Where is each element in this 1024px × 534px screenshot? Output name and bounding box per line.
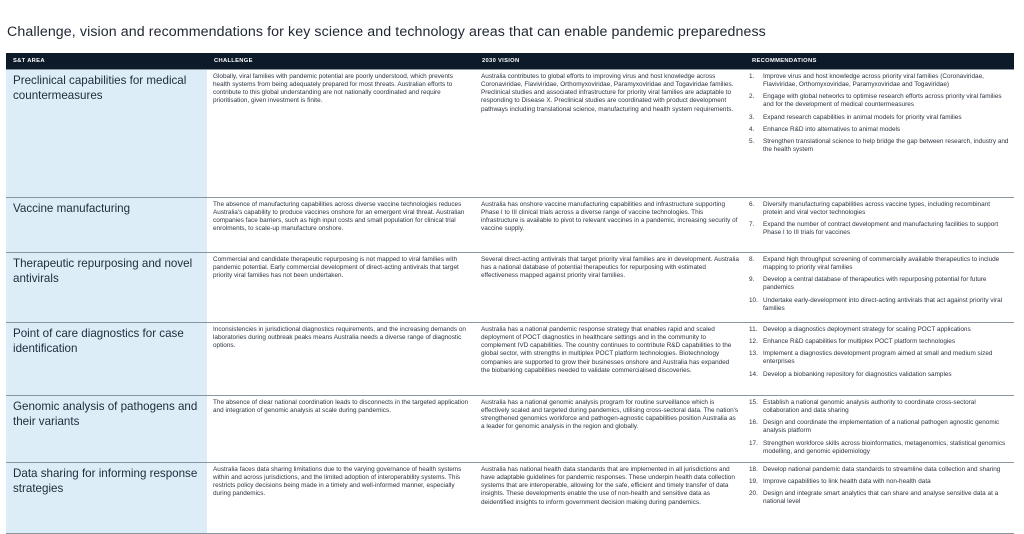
recommendation-text: Enhance R&D capabilities for multiplex POCT platform technologies bbox=[763, 338, 956, 346]
recommendation-item bbox=[749, 466, 1010, 474]
recommendation-number: 8. bbox=[749, 256, 755, 263]
recommendation-text: Expand the number of contract development and manufacturing facilities to support Phase I to III trials for vaccines bbox=[763, 221, 999, 237]
recommendations-table bbox=[6, 53, 1014, 534]
table-row bbox=[6, 463, 1014, 534]
recommendation-number: 14. bbox=[749, 370, 758, 378]
recommendation-number: 9. bbox=[749, 276, 755, 284]
recommendation-item bbox=[749, 419, 1010, 435]
recommendation-number: 1. bbox=[749, 73, 755, 80]
recommendation-number: 17. bbox=[749, 439, 758, 447]
vision-cell: Australia has national health data standards that are implemented in all jurisdictions and have adaptable guidelines for pandemic responses. These underpin health data collection systems that are interoperable, allowing for the safe, efficient and timely transfer of data insights. These developments enable the use of non-health and sensitive data as deidentified insights to inform government decision making during pandemics. bbox=[475, 463, 745, 534]
recommendation-number: 3. bbox=[749, 113, 755, 121]
table-header-row bbox=[6, 53, 1014, 70]
recommendations-list bbox=[749, 256, 1010, 313]
recommendations-list bbox=[749, 399, 1010, 456]
recommendation-number: 15. bbox=[749, 399, 758, 406]
recommendation-text: Expand high throughput screening of commercially available therapeutics to include mapping to priority viral families bbox=[763, 256, 1000, 272]
recommendations-list bbox=[749, 466, 1010, 507]
header-st-area: S&T AREA bbox=[6, 53, 207, 70]
vision-cell: Australia has onshore vaccine manufacturing capabilities and infrastructure supporting Phase I to III clinical trials across a diverse range of vaccine technologies. This infrastructure is available to pivot to relevant vaccines in a pandemic, increasing security of vaccine supply. bbox=[475, 198, 745, 253]
recommendation-text: Design and integrate smart analytics that can share and analyse sensitive data at a national level bbox=[763, 490, 999, 506]
recommendation-text: Develop national pandemic data standards to streamline data collection and sharing bbox=[763, 466, 1001, 473]
recommendation-text: Establish a national genomic analysis authority to coordinate cross-sectoral collaboration and data sharing bbox=[763, 399, 976, 415]
table-row bbox=[6, 198, 1014, 253]
recommendations-list bbox=[749, 201, 1010, 238]
header-recommendations: RECOMMENDATIONS bbox=[745, 53, 1014, 70]
recommendation-number: 5. bbox=[749, 137, 755, 145]
vision-cell: Australia has a national genomic analysis program for routine surveillance which is effectively scaled and targeted during pandemics, utilising cross-sectoral data. The nation's strengthened genomics workforce and pathogen-agnostic capabilities position Australia as a leader for genomic analysis in the region and globally. bbox=[475, 396, 745, 463]
st-area-cell: Genomic analysis of pathogens and their variants bbox=[6, 396, 207, 463]
st-area-cell: Point of care diagnostics for case identification bbox=[6, 323, 207, 396]
recommendation-number: 10. bbox=[749, 296, 758, 304]
recommendation-item bbox=[749, 478, 1010, 486]
recommendations-cell bbox=[745, 323, 1014, 396]
recommendation-text: Design and coordinate the implementation of a national pathogen agnostic genomic analysis platform bbox=[763, 419, 1000, 435]
recommendations-cell bbox=[745, 463, 1014, 534]
recommendation-text: Develop a diagnostics deployment strategy for scaling POCT applications bbox=[763, 326, 971, 333]
recommendation-text: Strengthen workforce skills across bioinformatics, metagenomics, statistical genomics modelling, and genomic epidemiology bbox=[763, 439, 1006, 455]
recommendation-item bbox=[749, 221, 1010, 237]
recommendation-number: 19. bbox=[749, 478, 758, 486]
recommendation-number: 7. bbox=[749, 221, 755, 229]
recommendation-text: Diversify manufacturing capabilities across vaccine types, including recombinant protein and viral vector technologies bbox=[763, 201, 990, 217]
recommendation-item bbox=[749, 114, 1010, 122]
recommendation-text: Improve capabilities to link health data with non-health data bbox=[763, 478, 931, 486]
recommendation-number: 11. bbox=[749, 326, 758, 333]
recommendation-number: 4. bbox=[749, 125, 755, 133]
recommendation-item bbox=[749, 93, 1010, 109]
recommendation-text: Implement a diagnostics development program aimed at small and medium sized enterprises bbox=[763, 350, 993, 366]
st-area-cell: Data sharing for informing response strategies bbox=[6, 463, 207, 534]
page-title: Challenge, vision and recommendations for key science and technology areas that can enable pandemic preparedness bbox=[7, 24, 766, 40]
recommendations-cell bbox=[745, 253, 1014, 323]
challenge-cell: Globally, viral families with pandemic potential are poorly understood, which prevents health systems from being adequately prepared for most threats. Australian efforts to contribute to this global understanding are not nationally coordinated and require prioritisation, given investment is finite. bbox=[207, 70, 475, 198]
recommendation-item bbox=[749, 440, 1010, 456]
recommendation-item bbox=[749, 399, 1010, 415]
recommendation-text: Improve virus and host knowledge across priority viral families (Coronaviridae, Flaviviridae, Orthomyxoviridae, Paramyxoviridae and Togaviridae) bbox=[763, 73, 984, 89]
recommendation-number: 13. bbox=[749, 350, 758, 358]
recommendation-number: 16. bbox=[749, 419, 758, 427]
challenge-cell: Inconsistencies in jurisdictional diagnostics requirements, and the increasing demands on laboratories during outbreak peaks means Australia needs a diverse range of diagnostic options. bbox=[207, 323, 475, 396]
recommendation-text: Enhance R&D into alternatives to animal models bbox=[763, 125, 901, 133]
recommendation-text: Expand research capabilities in animal models for priority viral families bbox=[763, 113, 962, 121]
recommendation-item bbox=[749, 138, 1010, 154]
table-row bbox=[6, 396, 1014, 463]
recommendation-text: Undertake early-development into direct-acting antivirals that act against priority viral families bbox=[763, 296, 1003, 312]
recommendation-item bbox=[749, 256, 1010, 272]
recommendations-cell bbox=[745, 198, 1014, 253]
recommendation-text: Develop a biobanking repository for diagnostics validation samples bbox=[763, 370, 952, 378]
st-area-cell: Preclinical capabilities for medical countermeasures bbox=[6, 70, 207, 198]
challenge-cell: Australia faces data sharing limitations due to the varying governance of health systems within and across jurisdictions, and the limited adoption of interoperability systems. This restricts policy decisions being made in a timely and well-informed manner, especially during pandemics. bbox=[207, 463, 475, 534]
recommendation-text: Engage with global networks to optimise research efforts across priority viral families and for the development of medical countermeasures bbox=[763, 93, 1002, 109]
recommendations-cell bbox=[745, 70, 1014, 198]
recommendation-item bbox=[749, 338, 1010, 346]
recommendation-item bbox=[749, 126, 1010, 134]
recommendation-number: 2. bbox=[749, 93, 755, 101]
recommendation-item bbox=[749, 490, 1010, 506]
recommendation-text: Strengthen translational science to help bridge the gap between research, industry and the health system bbox=[763, 137, 1009, 154]
challenge-cell: The absence of clear national coordination leads to disconnects in the targeted application and integration of genomic analysis at scale during pandemics. bbox=[207, 396, 475, 463]
recommendation-number: 12. bbox=[749, 338, 758, 346]
recommendation-text: Develop a central database of therapeutics with repurposing potential for future pandemics bbox=[763, 276, 987, 292]
st-area-cell: Therapeutic repurposing and novel antivirals bbox=[6, 253, 207, 323]
recommendations-list bbox=[749, 73, 1010, 154]
challenge-cell: Commercial and candidate therapeutic repurposing is not mapped to viral families with pandemic potential. Early commercial development of direct-acting antivirals that target priority viral families has not been undertaken. bbox=[207, 253, 475, 323]
st-area-cell: Vaccine manufacturing bbox=[6, 198, 207, 253]
recommendation-item bbox=[749, 73, 1010, 89]
vision-cell: Australia contributes to global efforts to improving virus and host knowledge across Coronaviridae, Flaviviridae, Orthomyxoviridae, Paramyxoviridae and Togaviridae families. Preclinical studies and associated infrastructure for priority viral families are adaptable to responding to Disease X. Preclinical studies are coordinated with product development pathways including translational science, manufacturing and health system requirements. bbox=[475, 70, 745, 198]
recommendation-item bbox=[749, 326, 1010, 334]
table-row bbox=[6, 323, 1014, 396]
vision-cell: Australia has a national pandemic response strategy that enables rapid and scaled deployment of POCT diagnostics in healthcare settings and in the community to complement IVD capabilities. The country continues to contribute R&D capabilities to the global sector, with strengths in multiplex POCT platform technologies. Biotechnology companies are supported to grow their businesses onshore and Australia has expanded the biobanking capabilities needed to validate commercialised discoveries. bbox=[475, 323, 745, 396]
recommendations-cell bbox=[745, 396, 1014, 463]
recommendations-list bbox=[749, 326, 1010, 379]
vision-cell: Several direct-acting antivirals that target priority viral families are in development. Australia has a national database of potential therapeutics for repurposing with estimated effectiveness mapped against priority viral families. bbox=[475, 253, 745, 323]
recommendation-number: 18. bbox=[749, 466, 758, 473]
header-challenge: CHALLENGE bbox=[207, 53, 475, 70]
recommendation-item bbox=[749, 297, 1010, 313]
recommendation-item bbox=[749, 371, 1010, 379]
challenge-cell: The absence of manufacturing capabilities across diverse vaccine technologies reduces Australia's capability to produce vaccines onshore for an emergent viral threat. Australian companies face barriers, such as high input costs and small population for clinical trial enrolments, to scale-up manufacture onshore. bbox=[207, 198, 475, 253]
table-row bbox=[6, 253, 1014, 323]
header-2030-vision: 2030 VISION bbox=[475, 53, 745, 70]
table-row bbox=[6, 70, 1014, 198]
recommendation-item bbox=[749, 201, 1010, 217]
recommendation-item bbox=[749, 350, 1010, 366]
recommendation-number: 6. bbox=[749, 201, 755, 208]
recommendation-number: 20. bbox=[749, 490, 758, 498]
recommendation-item bbox=[749, 276, 1010, 292]
